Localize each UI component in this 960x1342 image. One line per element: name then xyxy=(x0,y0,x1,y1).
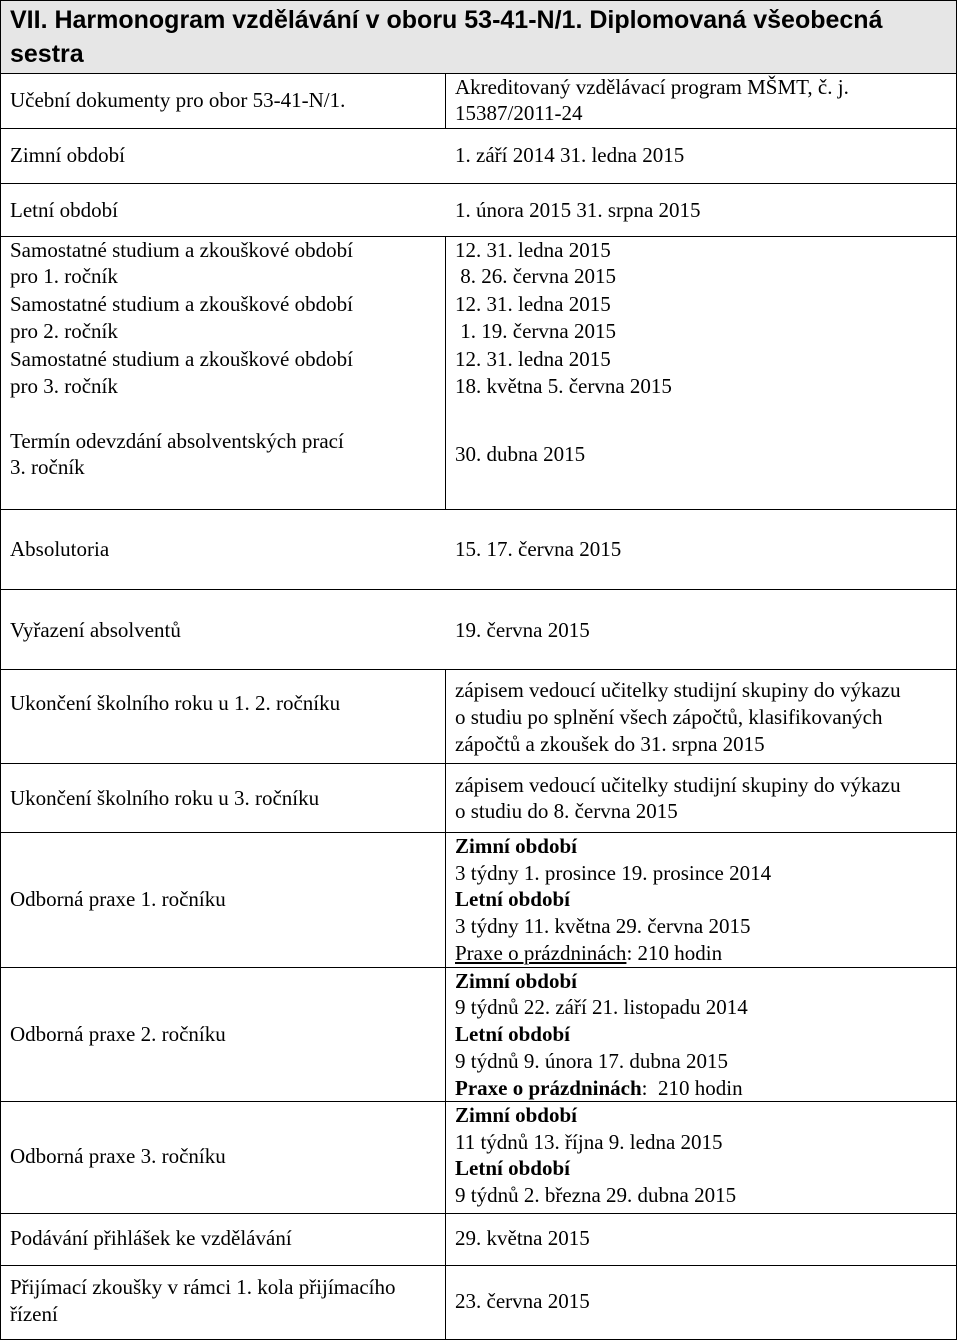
praxe-1-prazdniny xyxy=(455,940,722,967)
prijimaci-value: 23. června 2015 xyxy=(455,1289,590,1313)
border-bottom xyxy=(0,1339,957,1340)
row-divider xyxy=(0,1213,957,1214)
row-divider xyxy=(0,669,957,670)
col-divider xyxy=(445,236,446,509)
title-line-1: VII. Harmonogram vzdělávání v oboru 53-41-N/1. Diplomovaná všeobecná xyxy=(10,6,883,34)
samostatne-3-label-1: Samostatné studium a zkouškové období xyxy=(10,347,353,371)
zimni-obdobi-value: 1. září 2014 31. ledna 2015 xyxy=(455,143,685,167)
ukonceni-3-value-1: zápisem vedoucí učitelky studijní skupiny do výkazu xyxy=(455,773,901,797)
title-band xyxy=(0,0,956,73)
praxe-2-prazdniny-label: Praxe o prázdninách xyxy=(455,1076,642,1100)
praxe-3-letni-head: Letní období xyxy=(455,1156,570,1180)
podavani-label: Podávání přihlášek ke vzdělávání xyxy=(10,1226,292,1250)
samostatne-1-value-1: 12. 31. ledna 2015 xyxy=(455,238,611,262)
absolutoria-label: Absolutoria xyxy=(10,537,110,561)
praxe-1-label: Odborná praxe 1. ročníku xyxy=(10,887,226,911)
letni-obdobi-value: 1. února 2015 31. srpna 2015 xyxy=(455,198,701,222)
row-divider xyxy=(0,183,957,184)
ukonceni-1-2-label: Ukončení školního roku u 1. 2. ročníku xyxy=(10,691,341,715)
col-divider xyxy=(445,669,446,1339)
samostatne-3-label-2: pro 3. ročník xyxy=(10,374,118,398)
vyrazeni-label: Vyřazení absolventů xyxy=(10,618,181,642)
ukonceni-3-value-2: o studiu do 8. června 2015 xyxy=(455,799,678,823)
praxe-1-prazdniny-value: : 210 hodin xyxy=(626,941,723,965)
absolutoria-value: 15. 17. června 2015 xyxy=(455,537,622,561)
samostatne-2-label-1: Samostatné studium a zkouškové období xyxy=(10,292,353,316)
praxe-2-letni-value: 9 týdnů 9. února 17. dubna 2015 xyxy=(455,1049,728,1073)
letni-obdobi-label: Letní období xyxy=(10,198,118,222)
border-left xyxy=(0,0,1,1340)
border-right xyxy=(956,0,957,1340)
praxe-1-zimni-head: Zimní období xyxy=(455,834,577,858)
row-divider xyxy=(0,589,957,590)
samostatne-2-value-1: 12. 31. ledna 2015 xyxy=(455,292,611,316)
prijimaci-label-1: Přijímací zkoušky v rámci 1. kola přijímacího xyxy=(10,1275,396,1299)
praxe-3-letni-value: 9 týdnů 2. března 29. dubna 2015 xyxy=(455,1183,737,1207)
praxe-2-letni-head: Letní období xyxy=(455,1022,570,1046)
termin-label-2: 3. ročník xyxy=(10,455,85,479)
samostatne-2-label-2: pro 2. ročník xyxy=(10,319,118,343)
row-divider xyxy=(0,128,957,129)
praxe-2-prazdniny xyxy=(455,1075,743,1102)
praxe-3-label: Odborná praxe 3. ročníku xyxy=(10,1144,226,1168)
dokumenty-label: Učební dokumenty pro obor 53-41-N/1. xyxy=(10,88,346,112)
row-divider xyxy=(0,1265,957,1266)
podavani-value: 29. května 2015 xyxy=(455,1226,590,1250)
prijimaci-label-2: řízení xyxy=(10,1302,58,1326)
samostatne-3-value-1: 12. 31. ledna 2015 xyxy=(455,347,611,371)
praxe-2-zimni-head: Zimní období xyxy=(455,969,577,993)
border-top xyxy=(0,0,957,1)
ukonceni-1-2-value-2: o studiu po splnění všech zápočtů, klasifikovaných xyxy=(455,705,883,729)
praxe-3-zimni-head: Zimní období xyxy=(455,1103,577,1127)
zimni-obdobi-label: Zimní období xyxy=(10,143,125,167)
praxe-1-zimni-value: 3 týdny 1. prosince 19. prosince 2014 xyxy=(455,861,772,885)
praxe-2-label: Odborná praxe 2. ročníku xyxy=(10,1022,226,1046)
ukonceni-1-2-value-3: zápočtů a zkoušek do 31. srpna 2015 xyxy=(455,732,765,756)
samostatne-1-value-2: 8. 26. června 2015 xyxy=(455,264,616,288)
praxe-1-letni-value: 3 týdny 11. května 29. června 2015 xyxy=(455,914,751,938)
samostatne-2-value-2: 1. 19. června 2015 xyxy=(455,319,616,343)
samostatne-1-label-1: Samostatné studium a zkouškové období xyxy=(10,238,353,262)
col-divider xyxy=(445,73,446,128)
ukonceni-1-2-value-1: zápisem vedoucí učitelky studijní skupiny do výkazu xyxy=(455,678,901,702)
termin-label-1: Termín odevzdání absolventských prací xyxy=(10,429,344,453)
samostatne-1-label-2: pro 1. ročník xyxy=(10,264,118,288)
vyrazeni-value: 19. června 2015 xyxy=(455,618,590,642)
title-line-2: sestra xyxy=(10,40,84,68)
praxe-2-prazdniny-value: : 210 hodin xyxy=(641,1076,743,1100)
ukonceni-3-label: Ukončení školního roku u 3. ročníku xyxy=(10,786,320,810)
row-divider xyxy=(0,763,957,764)
praxe-1-prazdniny-label: Praxe o prázdninách xyxy=(455,941,627,965)
dokumenty-value-2: 15387/2011-24 xyxy=(455,101,583,125)
samostatne-3-value-2: 18. května 5. června 2015 xyxy=(455,374,672,398)
termin-value: 30. dubna 2015 xyxy=(455,442,586,466)
row-divider xyxy=(0,509,957,510)
praxe-3-zimni-value: 11 týdnů 13. října 9. ledna 2015 xyxy=(455,1130,723,1154)
praxe-1-letni-head: Letní období xyxy=(455,887,570,911)
praxe-2-zimni-value: 9 týdnů 22. září 21. listopadu 2014 xyxy=(455,995,748,1019)
dokumenty-value-1: Akreditovaný vzdělávací program MŠMT, č. j. xyxy=(455,75,849,99)
